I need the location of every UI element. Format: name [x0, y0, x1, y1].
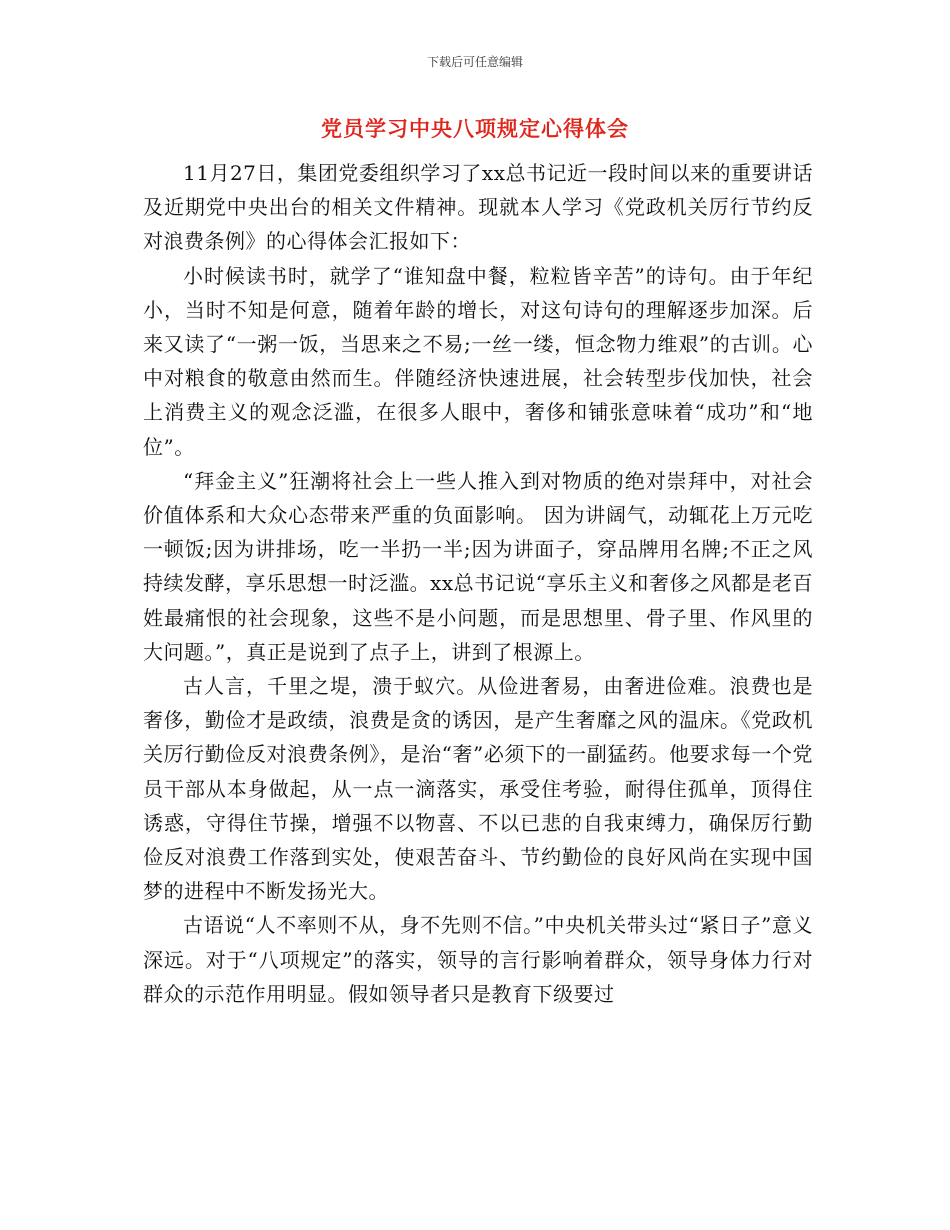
paragraph-3: “拜金主义”狂潮将社会上一些人推入到对物质的绝对崇拜中，对社会价值体系和大众心态带来严重的负面影响。 因为讲阔气，动辄花上万元吃一顿饭;因为讲排场，吃一半扔一半;因为讲面子，穿品牌用名牌;不正之风持续发酵，享乐思想一时泛滥。xx总书记说“享乐主义和奢侈之风都是老百姓最痛恨的社会现象，这些不是小问题，而是思想里、骨子里、作风里的大问题。”，真正是说到了点子上，讲到了根源上。 — [143, 468, 813, 664]
document-title: 党员学习中央八项规定心得体会 — [321, 116, 629, 141]
document-body — [143, 156, 813, 1011]
page-header-note: 下载后可任意编辑 — [426, 55, 523, 69]
paragraph-1: 11月27日，集团党委组织学习了xx总书记近一段时间以来的重要讲话及近期党中央出台的相关文件精神。现就本人学习《党政机关厉行节约反对浪费条例》的心得体会汇报如下： — [143, 161, 813, 254]
paragraph-4: 古人言，千里之堤，溃于蚁穴。从俭进奢易，由奢进俭难。浪费也是奢侈，勤俭才是政绩，浪费是贪的诱因，是产生奢靡之风的温床。《党政机关厉行勤俭反对浪费条例》，是治“奢”必须下的一副猛药。他要求每一个党员干部从本身做起，从一点一滴落实，承受住考验，耐得住孤单，顶得住诱惑，守得住节操，增强不以物喜、不以已悲的自我束缚力，确保厉行勤俭反对浪费工作落到实处，使艰苦奋斗、节约勤俭的良好风尚在实现中国梦的进程中不断发扬光大。 — [143, 674, 813, 904]
paragraph-5: 古语说“人不率则不从，身不先则不信。”中央机关带头过“紧日子”意义深远。对于“八项规定”的落实，领导的言行影响着群众，领导身体力行对群众的示范作用明显。假如领导者只是教育下级要过 — [143, 913, 813, 1006]
paragraph-2: 小时候读书时，就学了“谁知盘中餐，粒粒皆辛苦”的诗句。由于年纪小，当时不知是何意，随着年龄的增长，对这句诗句的理解逐步加深。后来又读了“一粥一饭，当思来之不易;一丝一缕，恒念物力维艰”的古训。心中对粮食的敬意由然而生。伴随经济快速进展，社会转型步伐加快，社会上消费主义的观念泛滥，在很多人眼中，奢侈和铺张意味着“成功”和“地位”。 — [143, 263, 813, 459]
